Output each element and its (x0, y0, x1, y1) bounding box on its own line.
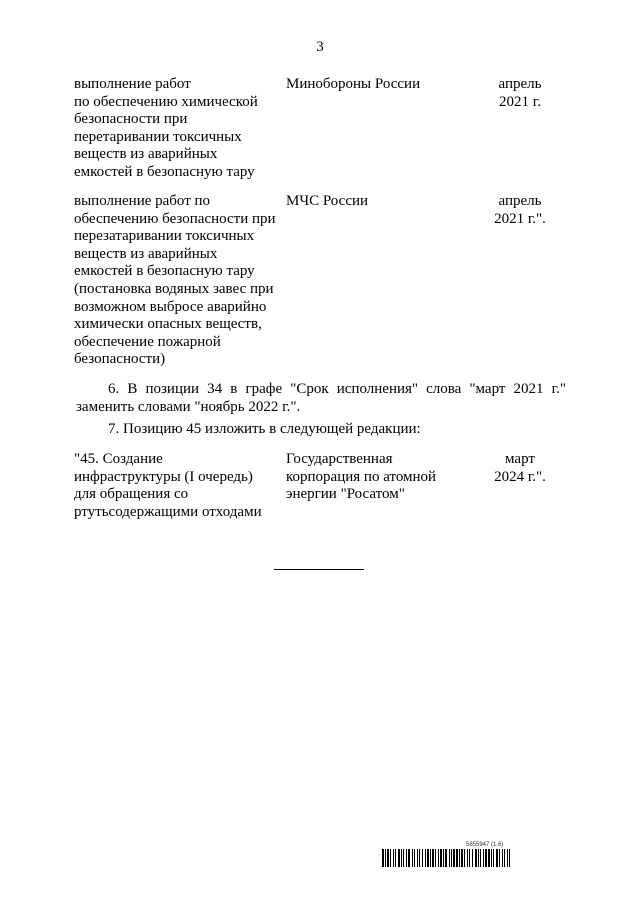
paragraph-6: 6. В позиции 34 в графе "Срок исполнения" слова "март 2021 г." заменить словами "ноябрь 2022 г.". (76, 381, 566, 415)
page-number: 3 (316, 39, 324, 55)
row2-term-line: апрель (498, 193, 542, 209)
table2-term-line: март (505, 451, 535, 467)
row1-work-line: безопасности при (74, 111, 188, 128)
table1-row1-work (74, 76, 289, 182)
table2-executor-line: энергии "Росатом" (286, 486, 405, 503)
table1-row2-term (480, 193, 560, 228)
table1-row1-term (480, 76, 560, 111)
row1-term-line: апрель (498, 76, 542, 92)
row2-work-line: перезатаривании токсичных (74, 228, 255, 245)
table1-row2-work (74, 193, 289, 369)
row2-term-line: 2021 г.". (494, 210, 546, 227)
table2-work-line: для обращения со (74, 486, 189, 503)
table1-row2-executor: МЧС России (286, 193, 369, 209)
row1-work-line: выполнение работ (74, 76, 191, 92)
document-code: 5855947 (1.6) (466, 842, 504, 848)
row1-work-line: перетаривании токсичных (74, 128, 242, 145)
row1-work-line: веществ из аварийных (74, 146, 218, 163)
row2-work-line: безопасности) (74, 351, 166, 368)
paragraph-7: 7. Позицию 45 изложить в следующей редакции: (108, 421, 421, 437)
table2-term-line: 2024 г.". (494, 468, 546, 485)
table2-executor (286, 451, 446, 504)
table2-work-line: ртутьсодержащими отходами (74, 503, 262, 520)
table2-executor-line: корпорация по атомной (286, 468, 437, 485)
table2-work-line: инфраструктуры (I очередь) (74, 468, 253, 485)
row2-work-line: обеспечение пожарной (74, 333, 221, 350)
row2-work-line: химически опасных веществ, (74, 316, 262, 333)
closing-separator-line (274, 569, 364, 570)
barcode (382, 849, 578, 867)
table2-work (74, 451, 289, 521)
row2-work-line: (постановка водяных завес при (74, 280, 274, 297)
row2-work-line: выполнение работ по (74, 193, 211, 209)
row2-work-line: емкостей в безопасную тару (74, 263, 255, 280)
table2-work-line: "45. Создание (74, 451, 163, 467)
row2-work-line: обеспечению безопасности при (74, 210, 276, 227)
row1-term-line: 2021 г. (499, 93, 541, 110)
row2-work-line: возможном выбросе аварийно (74, 298, 267, 315)
row1-work-line: емкостей в безопасную тару (74, 163, 255, 180)
row1-work-line: по обеспечению химической (74, 93, 258, 110)
row2-work-line: веществ из аварийных (74, 245, 218, 262)
table2-term (480, 451, 560, 486)
table1-row1-executor: Минобороны России (286, 76, 421, 92)
table2-executor-line: Государственная (286, 451, 393, 467)
